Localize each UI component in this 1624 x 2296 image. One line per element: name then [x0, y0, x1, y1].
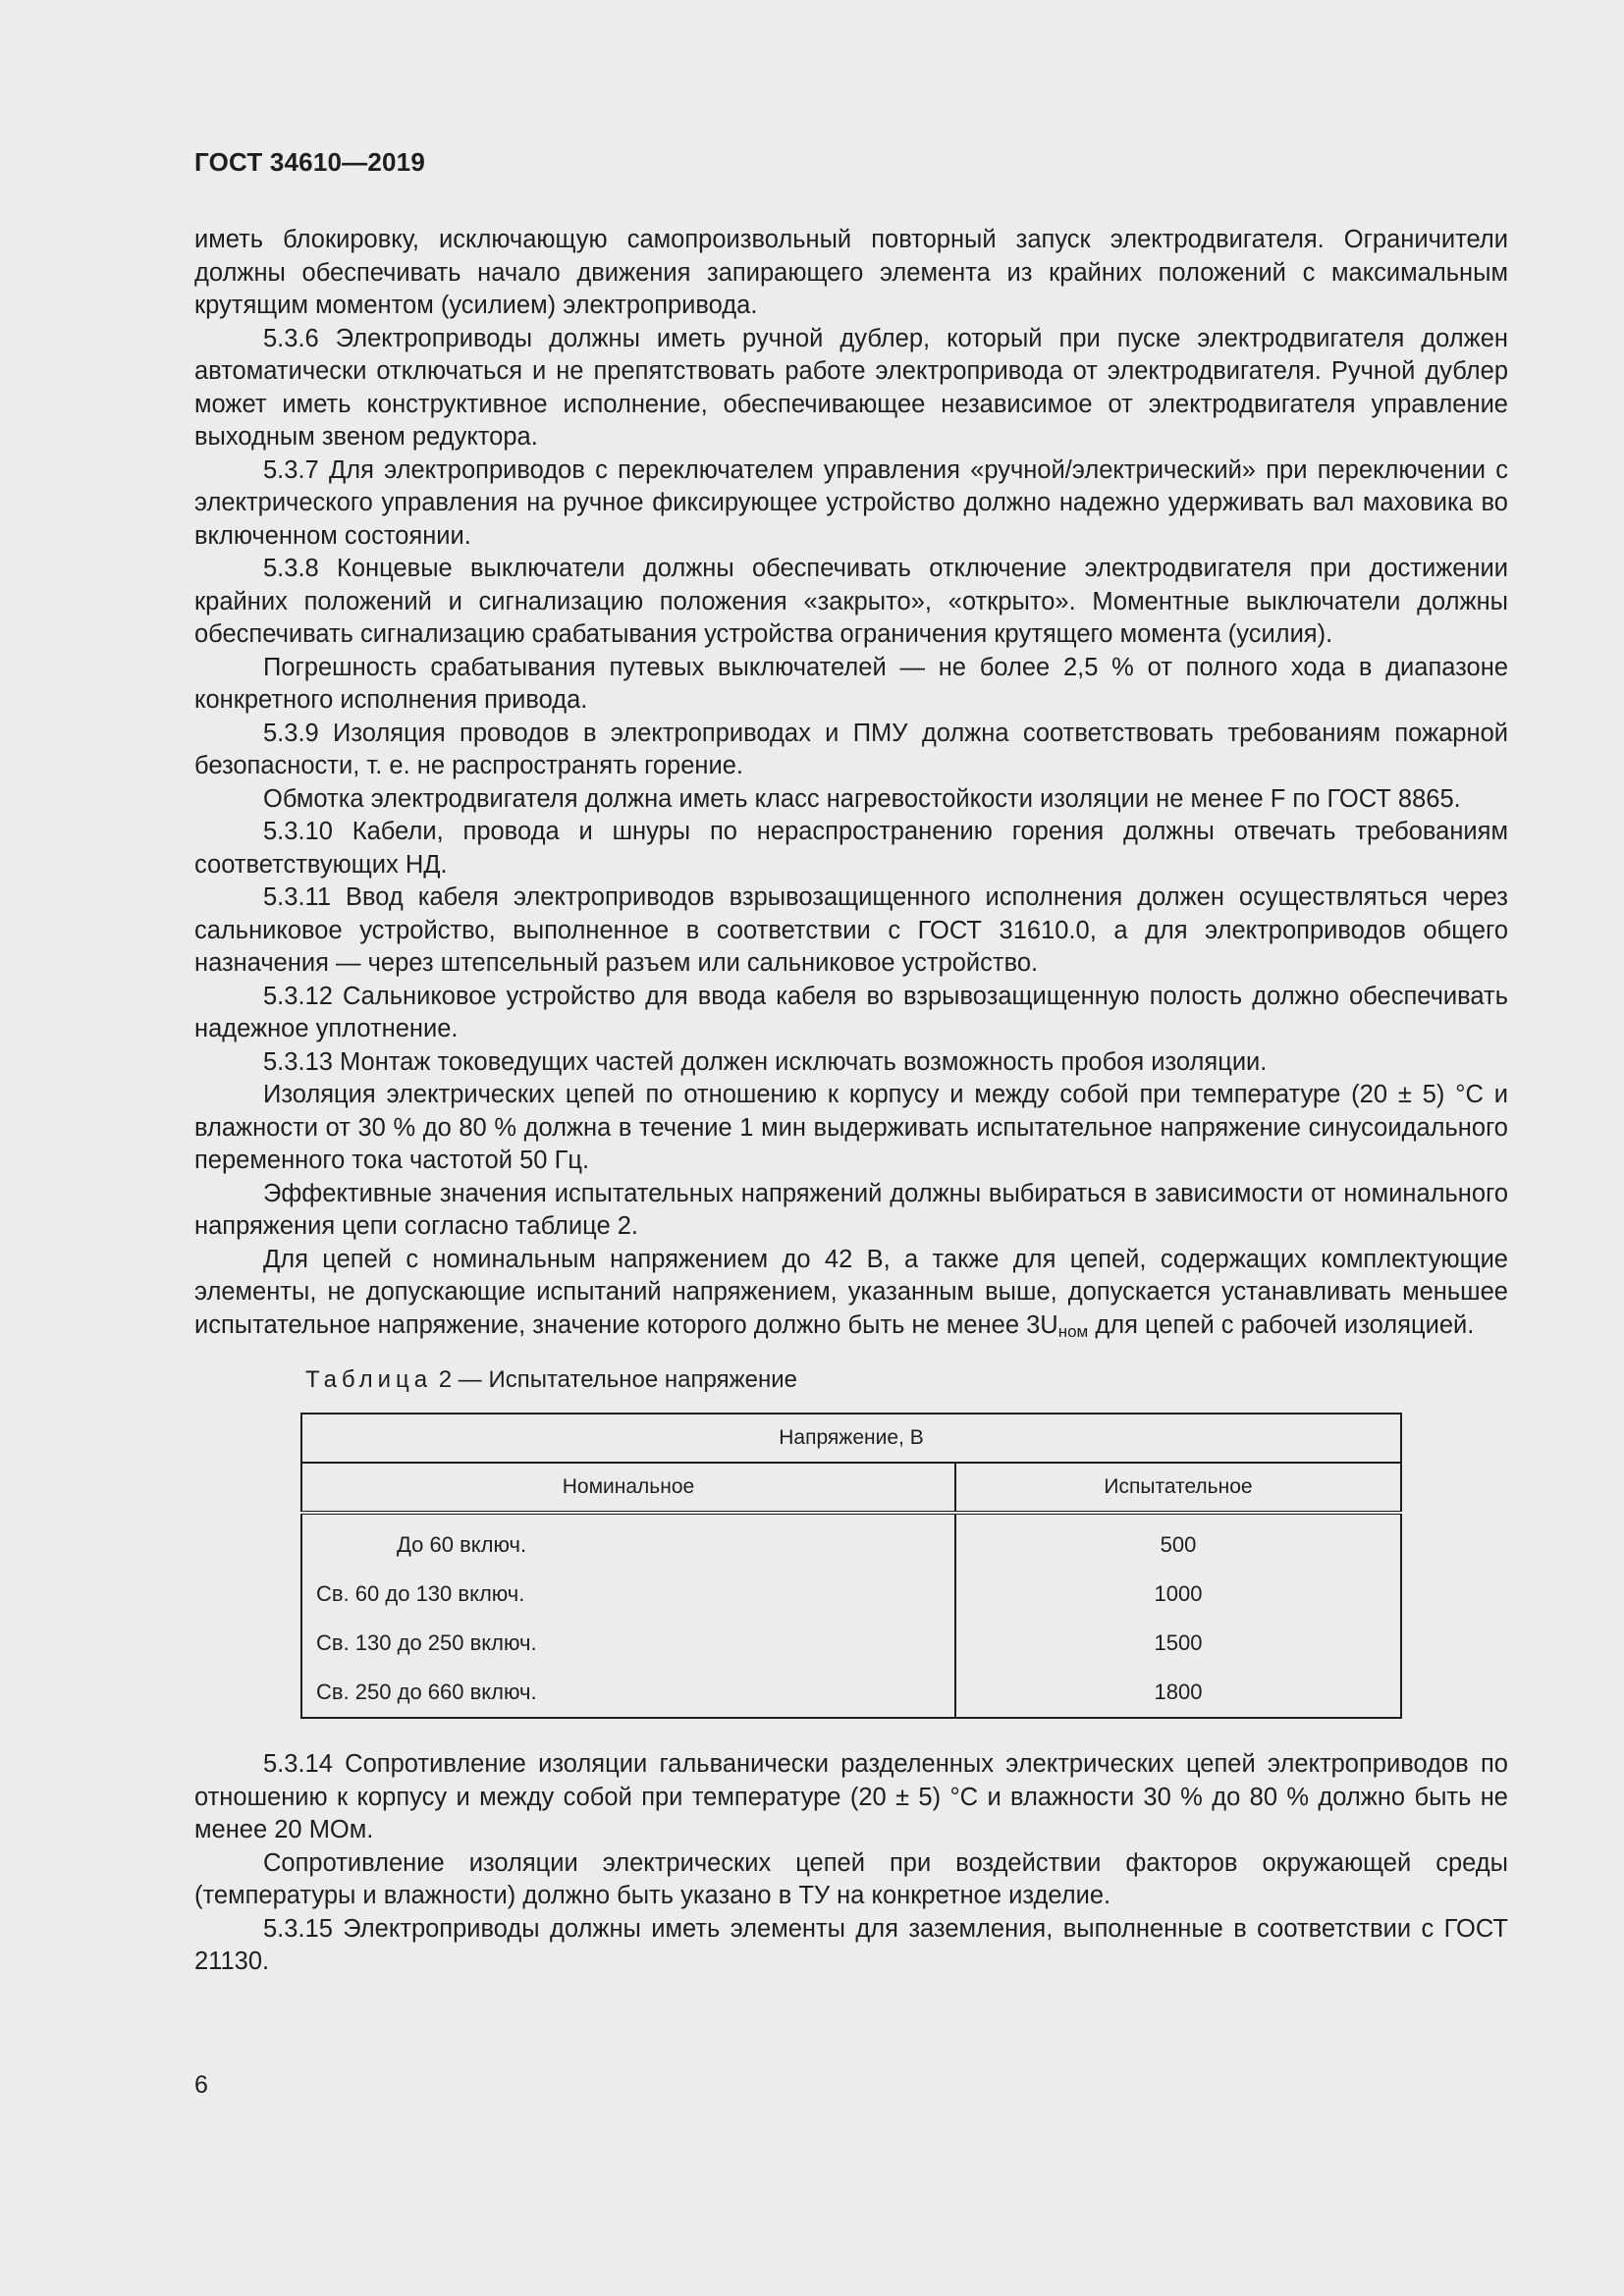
- table-group-header: Напряжение, В: [301, 1414, 1401, 1463]
- table-cell-nominal: До 60 включ.: [301, 1513, 955, 1570]
- page-number: 6: [194, 2071, 208, 2099]
- paragraph-5-3-10: 5.3.10 Кабели, провода и шнуры по нераспространению горения должны отвечать требованиям соответствующих НД.: [194, 818, 1508, 879]
- table-cell-test: 1800: [955, 1668, 1401, 1718]
- table-cell-test: 1500: [955, 1619, 1401, 1668]
- paragraph-5-3-6: 5.3.6 Электроприводы должны иметь ручной дублер, который при пуске электродвигателя должен автоматически отключаться и не препятствовать работе электропривода от электродвигателя. Ручной дублер может иметь конструктивное исполнение, обеспечивающее независимое от электродвигателя управление выходным звеном редуктора.: [194, 324, 1508, 451]
- table-row: [301, 1668, 1401, 1718]
- paragraph-5-3-9: 5.3.9 Изоляция проводов в электроприводах и ПМУ должна соответствовать требованиям пожарной безопасности, т. е. не распространять горение.: [194, 719, 1508, 779]
- table-row: [301, 1570, 1401, 1619]
- table-cell-test: 1000: [955, 1570, 1401, 1619]
- table-cell-nominal: Св. 60 до 130 включ.: [301, 1570, 955, 1619]
- table-cell-nominal: Св. 130 до 250 включ.: [301, 1619, 955, 1668]
- paragraph: Сопротивление изоляции электрических цепей при воздействии факторов окружающей среды (температуры и влажности) должно быть указано в ТУ на конкретное изделие.: [194, 1848, 1508, 1909]
- table-cell-test: 500: [955, 1513, 1401, 1570]
- paragraph-text: Для цепей с номинальным напряжением до 42 В, а также для цепей, содержащих комплектующие элементы, не допускающие испытаний напряжением, указанным выше, допускается устанавливать меньшее испытательное напряжение, значение которого должно быть не менее 3U: [194, 1245, 1508, 1339]
- document-header: ГОСТ 34610—2019: [194, 147, 425, 177]
- paragraph: Эффективные значения испытательных напряжений должны выбираться в зависимости от номинального напряжения цепи согласно таблице 2.: [194, 1179, 1508, 1240]
- paragraph-text: для цепей с рабочей изоляцией.: [1088, 1310, 1475, 1339]
- table-row: [301, 1513, 1401, 1570]
- paragraph-5-3-12: 5.3.12 Сальниковое устройство для ввода кабеля во взрывозащищенную полость должно обеспечивать надежное уплотнение.: [194, 982, 1508, 1042]
- paragraph: Изоляция электрических цепей по отношению к корпусу и между собой при температуре (20 ± 5) °С и влажности от 30 % до 80 % должна в течение 1 мин выдерживать испытательное напряжение синусоидального переменного тока частотой 50 Гц.: [194, 1081, 1508, 1174]
- table-col-header-test: Испытательное: [955, 1463, 1401, 1513]
- table-row: [301, 1619, 1401, 1668]
- paragraph: Обмотка электродвигателя должна иметь класс нагревостойкости изоляции не менее F по ГОСТ 8865.: [263, 784, 1461, 813]
- paragraph-with-subscript: [194, 1244, 1508, 1343]
- paragraph-5-3-15: 5.3.15 Электроприводы должны иметь элементы для заземления, выполненные в соответствии с ГОСТ 21130.: [194, 1914, 1508, 1975]
- paragraph: Погрешность срабатывания путевых выключателей — не более 2,5 % от полного хода в диапазоне конкретного исполнения привода.: [194, 653, 1508, 714]
- table-caption-word: Таблица: [305, 1366, 433, 1393]
- subscript: ном: [1057, 1321, 1089, 1341]
- table-caption-title: 2 — Испытательное напряжение: [438, 1366, 797, 1393]
- paragraph: иметь блокировку, исключающую самопроизвольный повторный запуск электродвигателя. Ограничители должны обеспечивать начало движения запирающего элемента из крайних положений с максимальным крутящим моментом (усилием) электропривода.: [194, 226, 1508, 319]
- paragraph-5-3-11: 5.3.11 Ввод кабеля электроприводов взрывозащищенного исполнения должен осуществляться через сальниковое устройство, выполненное в соответствии с ГОСТ 31610.0, а для электроприводов общего назначения — через штепсельный разъем или сальниковое устройство.: [194, 883, 1508, 977]
- paragraphs-after-table: [194, 1748, 1508, 1979]
- table-col-header-nominal: Номинальное: [301, 1463, 955, 1513]
- paragraph-5-3-13: 5.3.13 Монтаж токоведущих частей должен исключать возможность пробоя изоляции.: [263, 1047, 1268, 1076]
- voltage-table: [300, 1413, 1402, 1719]
- table-caption: [305, 1363, 1508, 1397]
- paragraph-5-3-7: 5.3.7 Для электроприводов с переключателем управления «ручной/электрический» при переключении с электрического управления на ручное фиксирующее устройство должно надежно удерживать вал маховика во включенном состоянии.: [194, 455, 1508, 550]
- table-cell-nominal: Св. 250 до 660 включ.: [301, 1668, 955, 1718]
- paragraph-5-3-8: 5.3.8 Концевые выключатели должны обеспечивать отключение электродвигателя при достижении крайних положений и сигнализацию положения «закрыто», «открыто». Моментные выключатели должны обеспечивать сигнализацию срабатывания устройства ограничения крутящего момента (усилия).: [194, 555, 1508, 648]
- paragraph-5-3-14: 5.3.14 Сопротивление изоляции гальванически разделенных электрических цепей электроприводов по отношению к корпусу и между собой при температуре (20 ± 5) °С и влажности 30 % до 80 % должно быть не менее 20 МОм.: [194, 1750, 1508, 1843]
- document-body: [194, 224, 1508, 1979]
